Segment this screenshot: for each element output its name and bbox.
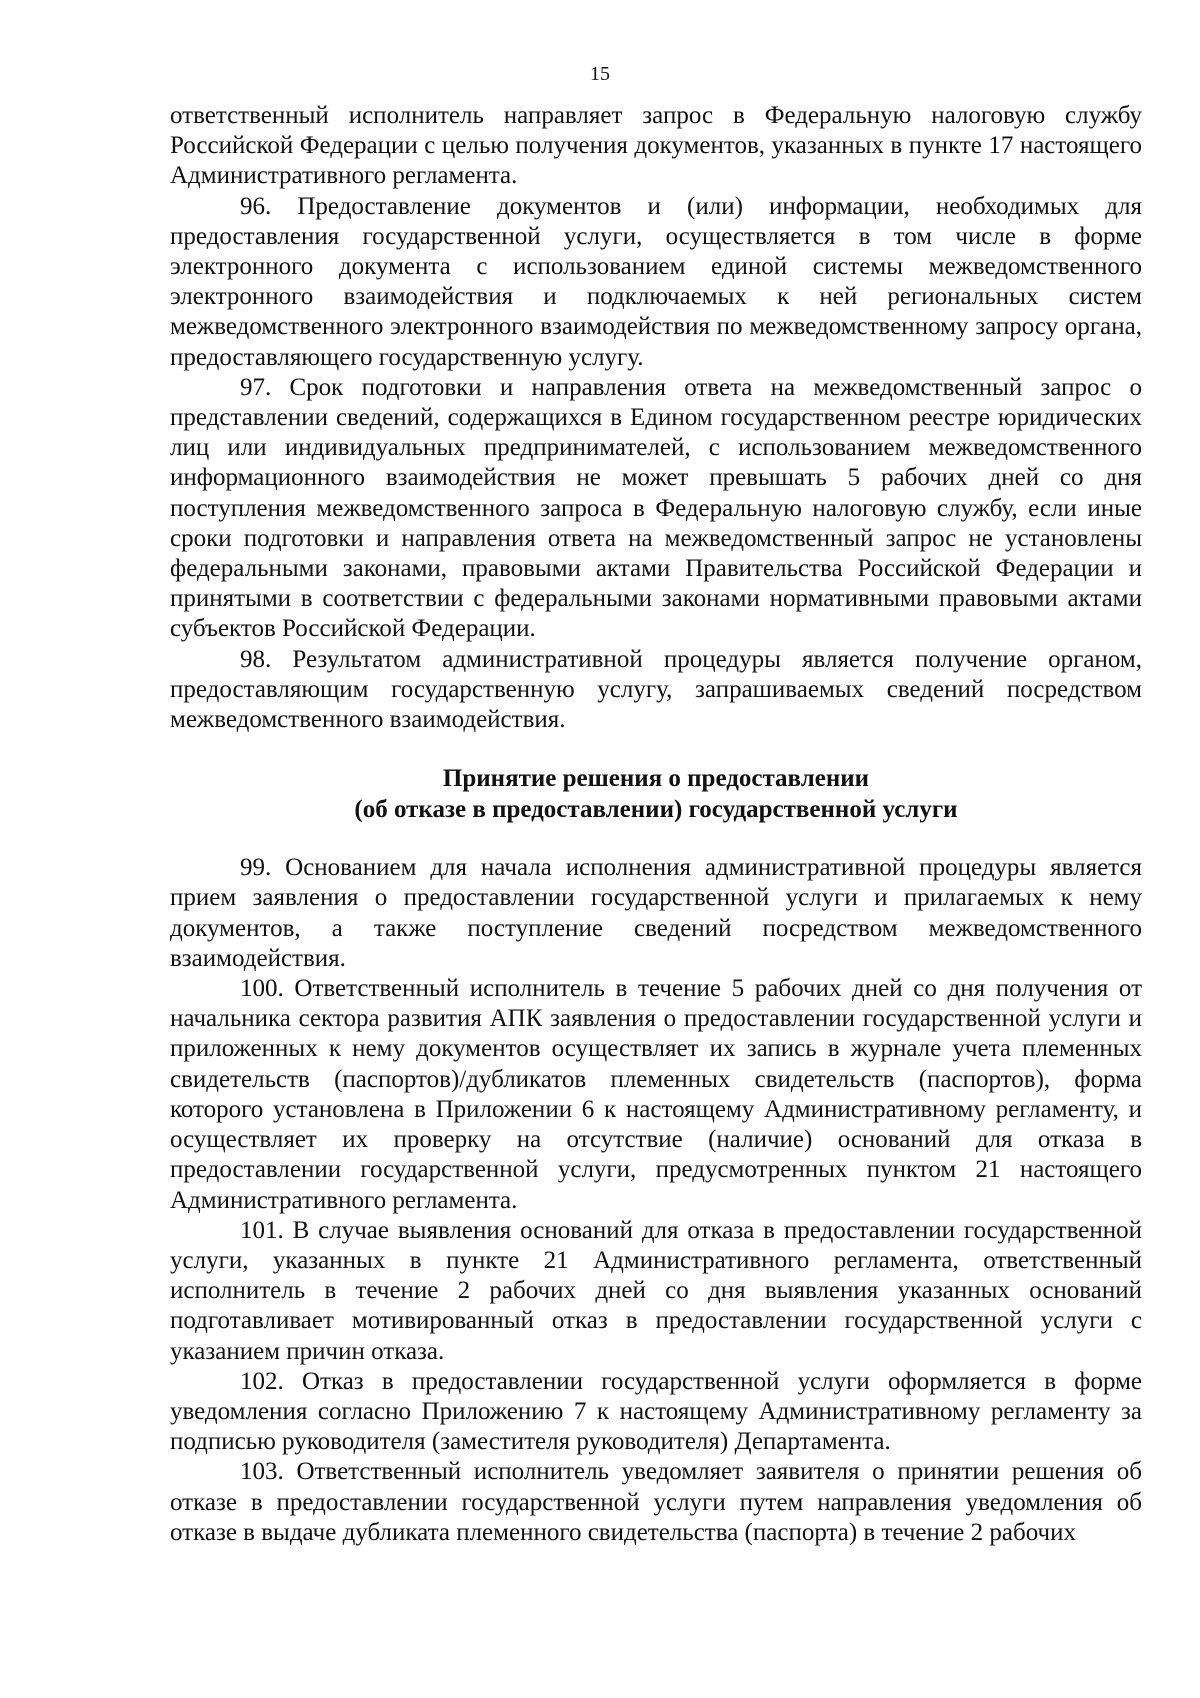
page-content	[170, 101, 1142, 1548]
paragraph-103: 103. Ответственный исполнитель уведомляет заявителя о принятии решения об отказе в предоставлении государственной услуги путем направления уведомления об отказе в выдаче дубликата племенного свидетельства (паспорта) в течение 2 рабочих	[170, 1458, 1142, 1546]
paragraph-101: 101. В случае выявления оснований для отказа в предоставлении государственной услуги, указанных в пункте 21 Административного регламента, ответственный исполнитель в течение 2 рабочих дней со дня выявления указанных оснований подготавливает мотивированный отказ в предоставлении государственной услуги с указанием причин отказа.	[170, 1216, 1142, 1365]
section-heading	[170, 763, 1142, 825]
paragraph-100: 100. Ответственный исполнитель в течение 5 рабочих дней со дня получения от начальника сектора развития АПК заявления о предоставлении государственной услуги и приложенных к нему документов осуществляет их запись в журнале учета племенных свидетельств (паспортов)/дубликатов племенных свидетельств (паспортов), форма которого установлена в Приложении 6 к настоящему Административному регламенту, и осуществляет их проверку на отсутствие (наличие) оснований для отказа в предоставлении государственной услуги, предусмотренных пунктом 21 настоящего Административного регламента.	[170, 975, 1142, 1214]
paragraph-98: 98. Результатом административной процедуры является получение органом, предоставляющим государственную услугу, запрашиваемых сведений посредством межведомственного взаимодействия.	[170, 645, 1142, 734]
paragraph-96: 96. Предоставление документов и (или) информации, необходимых для предоставления государственной услуги, осуществляется в том числе в форме электронного документа с использованием единой системы межведомственного электронного взаимодействия и подключаемых к ней региональных систем межведомственного электронного взаимодействия по межведомственному запросу органа, предоставляющего государственную услугу.	[170, 192, 1142, 371]
paragraph-102: 102. Отказ в предоставлении государственной услуги оформляется в форме уведомления согласно Приложению 7 к настоящему Административному регламенту за подписью руководителя (заместителя руководителя) Департамента.	[170, 1367, 1142, 1456]
paragraph-continuation: ответственный исполнитель направляет запрос в Федеральную налоговую службу Российской Федерации с целью получения документов, указанных в пункте 17 настоящего Административного регламента.	[170, 102, 1142, 190]
section-heading-line-2: (об отказе в предоставлении) государственной услуги	[354, 796, 958, 824]
paragraph-97: 97. Срок подготовки и направления ответа на межведомственный запрос о представлении сведений, содержащихся в Едином государственном реестре юридических лиц или индивидуальных предпринимателей, с использованием межведомственного информационного взаимодействия не может превышать 5 рабочих дней со дня поступления межведомственного запроса в Федеральную налоговую службу, если иные сроки подготовки и направления ответа на межведомственный запрос не установлены федеральными законами, правовыми актами Правительства Российской Федерации и принятыми в соответствии с федеральными законами нормативными правовыми актами субъектов Российской Федерации.	[170, 373, 1142, 643]
section-heading-line-1: Принятие решения о предоставлении	[442, 765, 870, 793]
page-number: 15	[590, 63, 610, 85]
paragraph-99: 99. Основанием для начала исполнения административной процедуры является прием заявления о предоставлении государственной услуги и прилагаемых к нему документов, а также поступление сведений посредством межведомственного взаимодействия.	[170, 854, 1142, 972]
